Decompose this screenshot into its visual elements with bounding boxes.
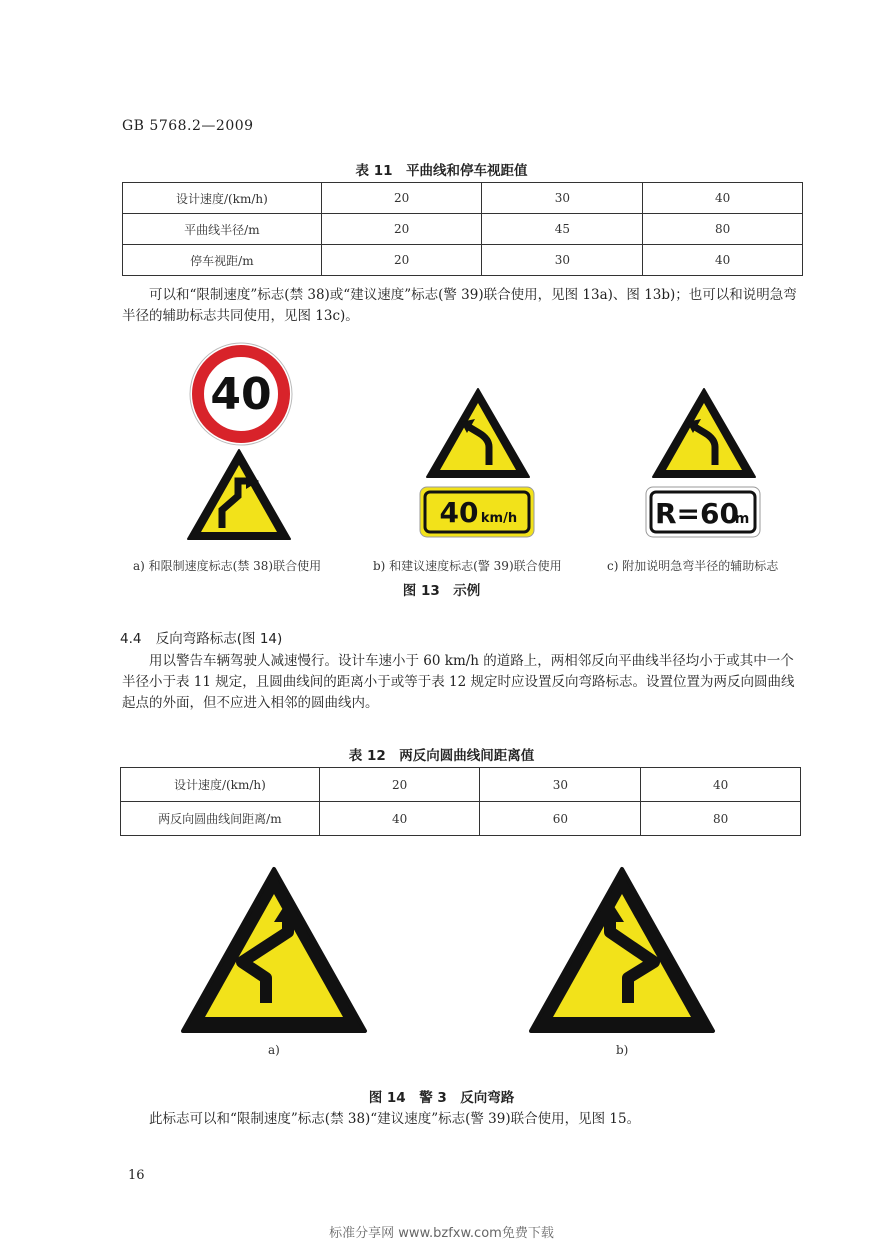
speed-limit-value: 40 [210, 369, 272, 420]
table-cell: 设计速度/(km/h) [121, 768, 320, 802]
table-cell: 两反向圆曲线间距离/m [121, 802, 320, 836]
figure-14a-caption: a) [268, 1043, 280, 1057]
reverse-curve-left-warning-icon [528, 866, 716, 1036]
table-cell: 40 [643, 245, 803, 276]
sharp-right-curve-warning-icon [186, 448, 292, 541]
advisory-speed-value: 40 [439, 496, 479, 529]
table-cell: 20 [321, 245, 482, 276]
table-cell: 30 [482, 183, 643, 214]
paragraph-combined-use: 可以和“限制速度”标志(禁 38)或“建议速度”标志(警 39)联合使用，见图 13a)、图 13b)；也可以和说明急弯半径的辅助标志共同使用，见图 13c)。 [122, 287, 797, 324]
table-cell: 45 [482, 214, 643, 245]
table-cell: 平曲线半径/m [123, 214, 322, 245]
figure-13-title: 图 13 示例 [402, 583, 481, 599]
table-cell: 20 [321, 214, 482, 245]
table-cell: 80 [643, 214, 803, 245]
table-11-caption: 表 11 平曲线和停车视距值 [355, 163, 528, 179]
table-12-caption: 表 12 两反向圆曲线间距离值 [348, 748, 535, 764]
curve-radius-unit: m [734, 511, 750, 527]
curve-radius-plate [645, 486, 761, 538]
table-cell: 80 [641, 802, 801, 836]
table-cell: 60 [480, 802, 641, 836]
page-number: 16 [128, 1168, 145, 1183]
table-cell: 停车视距/m [123, 245, 322, 276]
figure-14-title: 图 14 警 3 反向弯路 [368, 1090, 515, 1106]
reverse-curve-right-warning-icon [180, 866, 368, 1036]
document-code: GB 5768.2—2009 [122, 118, 254, 134]
figure-14b-caption: b) [616, 1043, 629, 1057]
table-cell: 30 [480, 768, 641, 802]
left-curve-warning-icon [651, 387, 757, 479]
speed-limit-sign-icon [189, 342, 293, 446]
table-11 [122, 182, 803, 276]
table-cell: 40 [319, 802, 480, 836]
footer-watermark[interactable]: 标准分享网 www.bzfxw.com免费下载 [329, 1226, 554, 1241]
section-number: 4.4 [120, 631, 142, 647]
paragraph-reverse-curve: 用以警告车辆驾驶人减速慢行。设计车速小于 60 km/h 的道路上，两相邻反向平曲线半径均小于或其中一个半径小于表 11 规定，且圆曲线间的距离小于或等于表 12 规定时应设置反向弯路标志。设置位置为两反向圆曲线起点的外面，但不应进入相邻的圆曲线内。 [122, 653, 795, 711]
table-row [123, 183, 803, 214]
table-cell: 40 [643, 183, 803, 214]
left-curve-warning-icon [425, 387, 531, 479]
section-title: 反向弯路标志(图 14) [155, 631, 283, 647]
advisory-speed-plate [419, 486, 535, 538]
figure-13b-caption: b) 和建议速度标志(警 39)联合使用 [373, 559, 562, 573]
table-12 [120, 767, 801, 836]
table-cell: 40 [641, 768, 801, 802]
curve-radius-value: R=60 [655, 497, 739, 530]
advisory-speed-unit: km/h [480, 511, 518, 526]
section-heading [120, 627, 282, 647]
figure-13a-caption: a) 和限制速度标志(禁 38)联合使用 [133, 559, 322, 573]
table-cell: 30 [482, 245, 643, 276]
table-row [121, 802, 801, 836]
table-row [123, 214, 803, 245]
table-row [123, 245, 803, 276]
paragraph-figure-15-ref: 此标志可以和“限制速度”标志(禁 38)“建议速度”标志(警 39)联合使用，见图 15。 [149, 1111, 641, 1127]
table-row [121, 768, 801, 802]
table-cell: 20 [319, 768, 480, 802]
figure-13c-caption: c) 附加说明急弯半径的辅助标志 [607, 559, 779, 573]
table-cell: 20 [321, 183, 482, 214]
table-cell: 设计速度/(km/h) [123, 183, 322, 214]
